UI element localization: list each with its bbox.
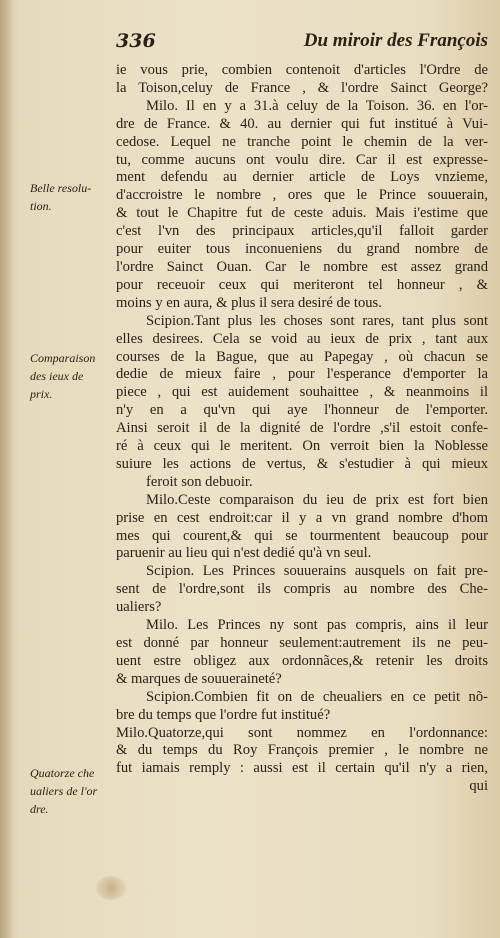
margin-note-line: Belle resolu-	[30, 181, 92, 195]
text-line: Ainsi seroit il de la dignité de l'ordre ,s'il estoit confe-	[116, 420, 488, 437]
margin-note-quatorze	[30, 765, 112, 819]
text-line: la Toison,celuy de France , & l'ordre Sainct George?	[116, 79, 488, 96]
text-line: ré à ceux qui le meritent. On verroit bien la Noblesse	[116, 438, 488, 455]
text-line: Milo. Les Princes ny sont pas compris, ains il leur	[146, 617, 488, 634]
text-line: dre de France. & 40. au dernier qui fut institué à Vui-	[116, 115, 488, 132]
margin-note-line: Comparaison	[30, 351, 96, 365]
running-title: Du miroir des François	[303, 30, 488, 51]
page-gutter-shadow	[0, 0, 14, 938]
text-line: uent estre obligez aux ordonnãces,& retenir les droits	[116, 652, 488, 669]
text-line: Milo.Ceste comparaison du ieu de prix est fort bien	[146, 491, 488, 508]
text-line: piece , qui est auidement souhaittee , & neanmoins il	[116, 384, 488, 401]
text-line: feroit son debuoir.	[146, 473, 253, 490]
text-line: c'est l'vn des principaux articles,qu'il falloit garder	[116, 223, 488, 240]
margin-note-line: prix.	[30, 386, 53, 401]
text-line: courses de la Bague, que au Papegay , où chacun se	[116, 348, 488, 365]
text-line: sent de l'ordre,sont ils compris au nombre des Che-	[116, 581, 488, 598]
text-line: Milo.Quatorze,qui sont nommez en l'ordonnance:	[116, 724, 488, 741]
text-line: d'accroistre le nombre , ores que le Prince souuerain,	[116, 187, 488, 204]
text-line: dedie de mieux faire , pour l'esperance d'emporter la	[116, 366, 488, 383]
text-line: fut iamais remply : aussi est il certain qu'il n'y a rien,	[116, 760, 488, 777]
text-line: prise en cest endroit:car il y a vn grand nombre d'hom	[116, 509, 488, 526]
page-number: 336	[116, 30, 156, 52]
text-line: ie vous prie, combien contenoit d'articles l'Ordre de	[116, 62, 488, 78]
text-line: paruenir au lieu qui n'est dedié qu'à vn seul.	[116, 545, 372, 562]
text-line: Scipion.Tant plus les choses sont rares, tant plus sont	[146, 312, 488, 329]
catchword: qui	[469, 778, 488, 795]
margin-note-line: des ieux de	[30, 368, 84, 383]
margin-note-line: Quatorze che	[30, 766, 95, 780]
text-line: & marques de souueraineté?	[116, 670, 282, 687]
body-text	[116, 62, 488, 796]
page-header	[116, 30, 488, 56]
text-line: suiure les actions de vertus, & s'estudier à qui mieux	[116, 455, 488, 472]
text-line: & tout le Chapitre fut de ceste aduis. Mais i'estime que	[116, 205, 488, 222]
text-line: mes qui courent,& qui se tourmentent beaucoup pour	[116, 527, 488, 544]
text-line: Scipion.Combien fit on de cheualiers en ce petit nõ-	[146, 688, 488, 705]
margin-note-comparaison	[30, 350, 112, 404]
text-line: ualiers?	[116, 599, 162, 616]
text-line: l'ordre Sainct Ouan. Car le nombre est assez grand	[116, 258, 488, 275]
margin-note-line: tion.	[30, 198, 52, 213]
text-line: pour receuoir ceux qui meriteront tel honneur , &	[116, 276, 488, 293]
text-line: & du temps du Roy François premier , le nombre ne	[116, 742, 488, 759]
text-line: elles desirees. Cela se void au ieux de prix , tant aux	[116, 330, 488, 347]
margin-note-belle-resolution	[30, 180, 112, 216]
text-line: pour euiter tous inconueniens du grand nombre de	[116, 241, 488, 258]
text-line: tu, comme aucuns ont voulu dire. Car il est expresse-	[116, 151, 488, 168]
text-line: n'y en a qu'vn qui aye l'honneur de l'emporter.	[116, 402, 488, 419]
ink-stain	[96, 876, 126, 900]
text-line: est donné par honneur seulement:autrement ils ne peu-	[116, 635, 488, 651]
text-line: ment defendu au dernier article de Loys vnzieme,	[116, 169, 488, 186]
text-line: Scipion. Les Princes souuerains ausquels on fait pre-	[146, 563, 488, 580]
text-line: Milo. Il en y a 31.à celuy de la Toison. 36. en l'or-	[146, 97, 488, 114]
margin-note-line: dre.	[30, 801, 49, 816]
margin-note-line: ualiers de l'or	[30, 783, 98, 798]
text-line: moins y en aura, & plus il sera desiré de tous.	[116, 294, 382, 311]
text-line: cedose. Lequel ne tranche point le chemin de la ver-	[116, 133, 488, 150]
text-line: bre du temps que l'ordre fut institué?	[116, 706, 331, 723]
